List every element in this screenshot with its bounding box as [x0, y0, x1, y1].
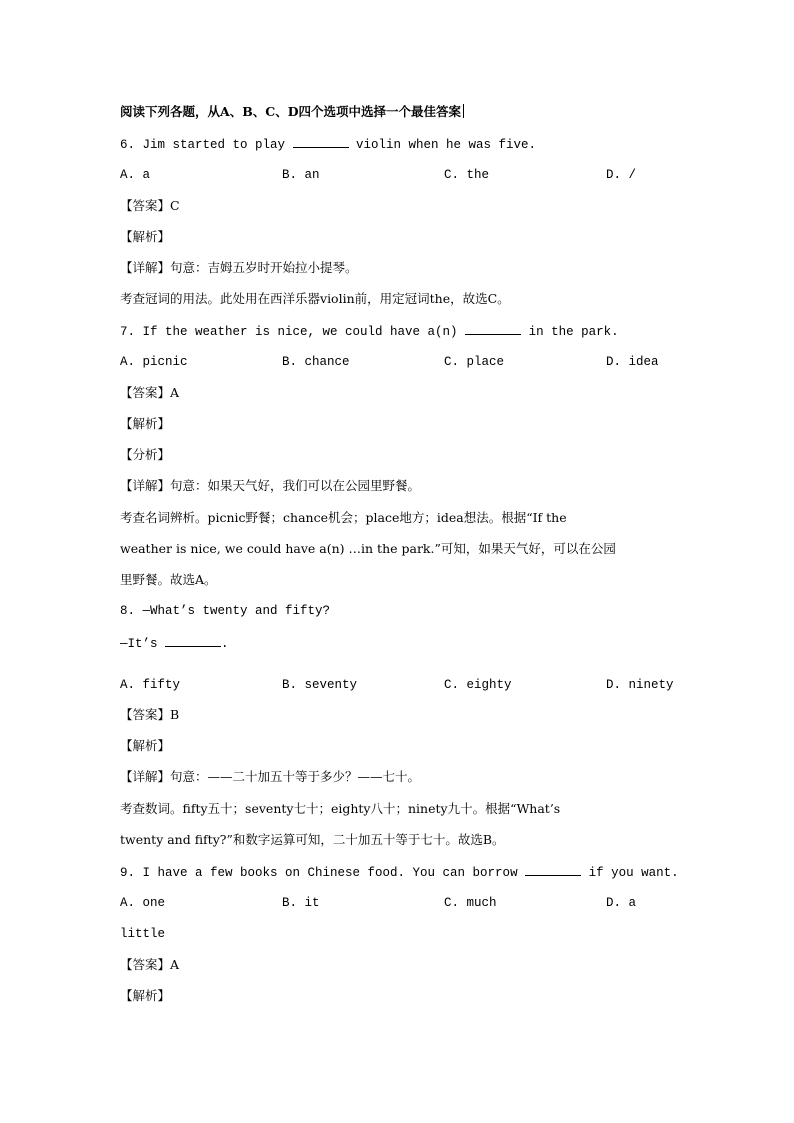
answer-blank: [465, 323, 521, 335]
q7-option-d: D. idea: [606, 355, 659, 369]
question-7-stem: 7. If the weather is nice, we could have a(n) in the park.: [120, 325, 619, 339]
q9-option-d: D. a: [606, 896, 637, 910]
answer-blank: [165, 635, 221, 647]
question-9-stem: 9. I have a few books on Chinese food. You can borrow if you want.: [120, 866, 679, 880]
q8-option-b: B. seventy: [282, 678, 358, 692]
q7-explanation-2: weather is nice, we could have a(n) …in the park.”可知，如果天气好，可以在公园: [120, 541, 616, 556]
q6-option-d: D. /: [606, 168, 637, 182]
q7-option-c: C. place: [444, 355, 505, 369]
q9-analysis-heading: 【解析】: [120, 988, 171, 1003]
q9-option-b: B. it: [282, 896, 320, 910]
q7-analysis-heading: 【解析】: [120, 416, 171, 431]
q6-option-c: C. the: [444, 168, 490, 182]
instruction: [120, 104, 464, 120]
q8-answer: 【答案】B: [120, 707, 180, 722]
q9-answer: 【答案】A: [120, 957, 180, 972]
text-cursor: [463, 104, 464, 118]
q8-option-c: C. eighty: [444, 678, 512, 692]
q7-detail: 【详解】句意：如果天气好，我们可以在公园里野餐。: [120, 478, 421, 493]
q9-option-a: A. one: [120, 896, 166, 910]
q7-option-b: B. chance: [282, 355, 350, 369]
q6-explanation: 考查冠词的用法。此处用在西洋乐器violin前，用定冠词the，故选C。: [120, 291, 510, 306]
answer-blank: [525, 864, 581, 876]
q8-option-a: A. fifty: [120, 678, 181, 692]
answer-blank: [293, 136, 349, 148]
q6-analysis-heading: 【解析】: [120, 229, 171, 244]
q7-answer: 【答案】A: [120, 385, 180, 400]
q8-explanation-1: 考查数词。fifty五十；seventy七十；eighty八十；ninety九十。根据“What’s: [120, 801, 561, 816]
q8-detail: 【详解】句意：——二十加五十等于多少？——七十。: [120, 769, 421, 784]
q8-explanation-2: twenty and fifty?”和数字运算可知，二十加五十等于七十。故选B。: [120, 832, 505, 847]
q9-option-d-continued: little: [120, 927, 166, 941]
q6-detail: 【详解】句意：吉姆五岁时开始拉小提琴。: [120, 260, 358, 275]
question-8-stem: 8. —What’s twenty and fifty?: [120, 604, 331, 618]
q6-option-a: A. a: [120, 168, 151, 182]
q7-fenxi-heading: 【分析】: [120, 447, 171, 462]
q7-explanation-3: 里野餐。故选A。: [120, 572, 217, 587]
question-6-stem: 6. Jim started to play violin when he was five.: [120, 138, 537, 152]
q8-analysis-heading: 【解析】: [120, 738, 171, 753]
instruction-text: 阅读下列各题，从A、B、C、D四个选项中选择一个最佳答案: [120, 104, 462, 119]
question-8-response: —It’s .: [120, 637, 229, 651]
q7-explanation-1: 考查名词辨析。picnic野餐；chance机会；place地方；idea想法。根据“If the: [120, 510, 567, 525]
q9-option-c: C. much: [444, 896, 497, 910]
q6-option-b: B. an: [282, 168, 320, 182]
q7-option-a: A. picnic: [120, 355, 188, 369]
q8-option-d: D. ninety: [606, 678, 674, 692]
q6-answer: 【答案】C: [120, 198, 180, 213]
